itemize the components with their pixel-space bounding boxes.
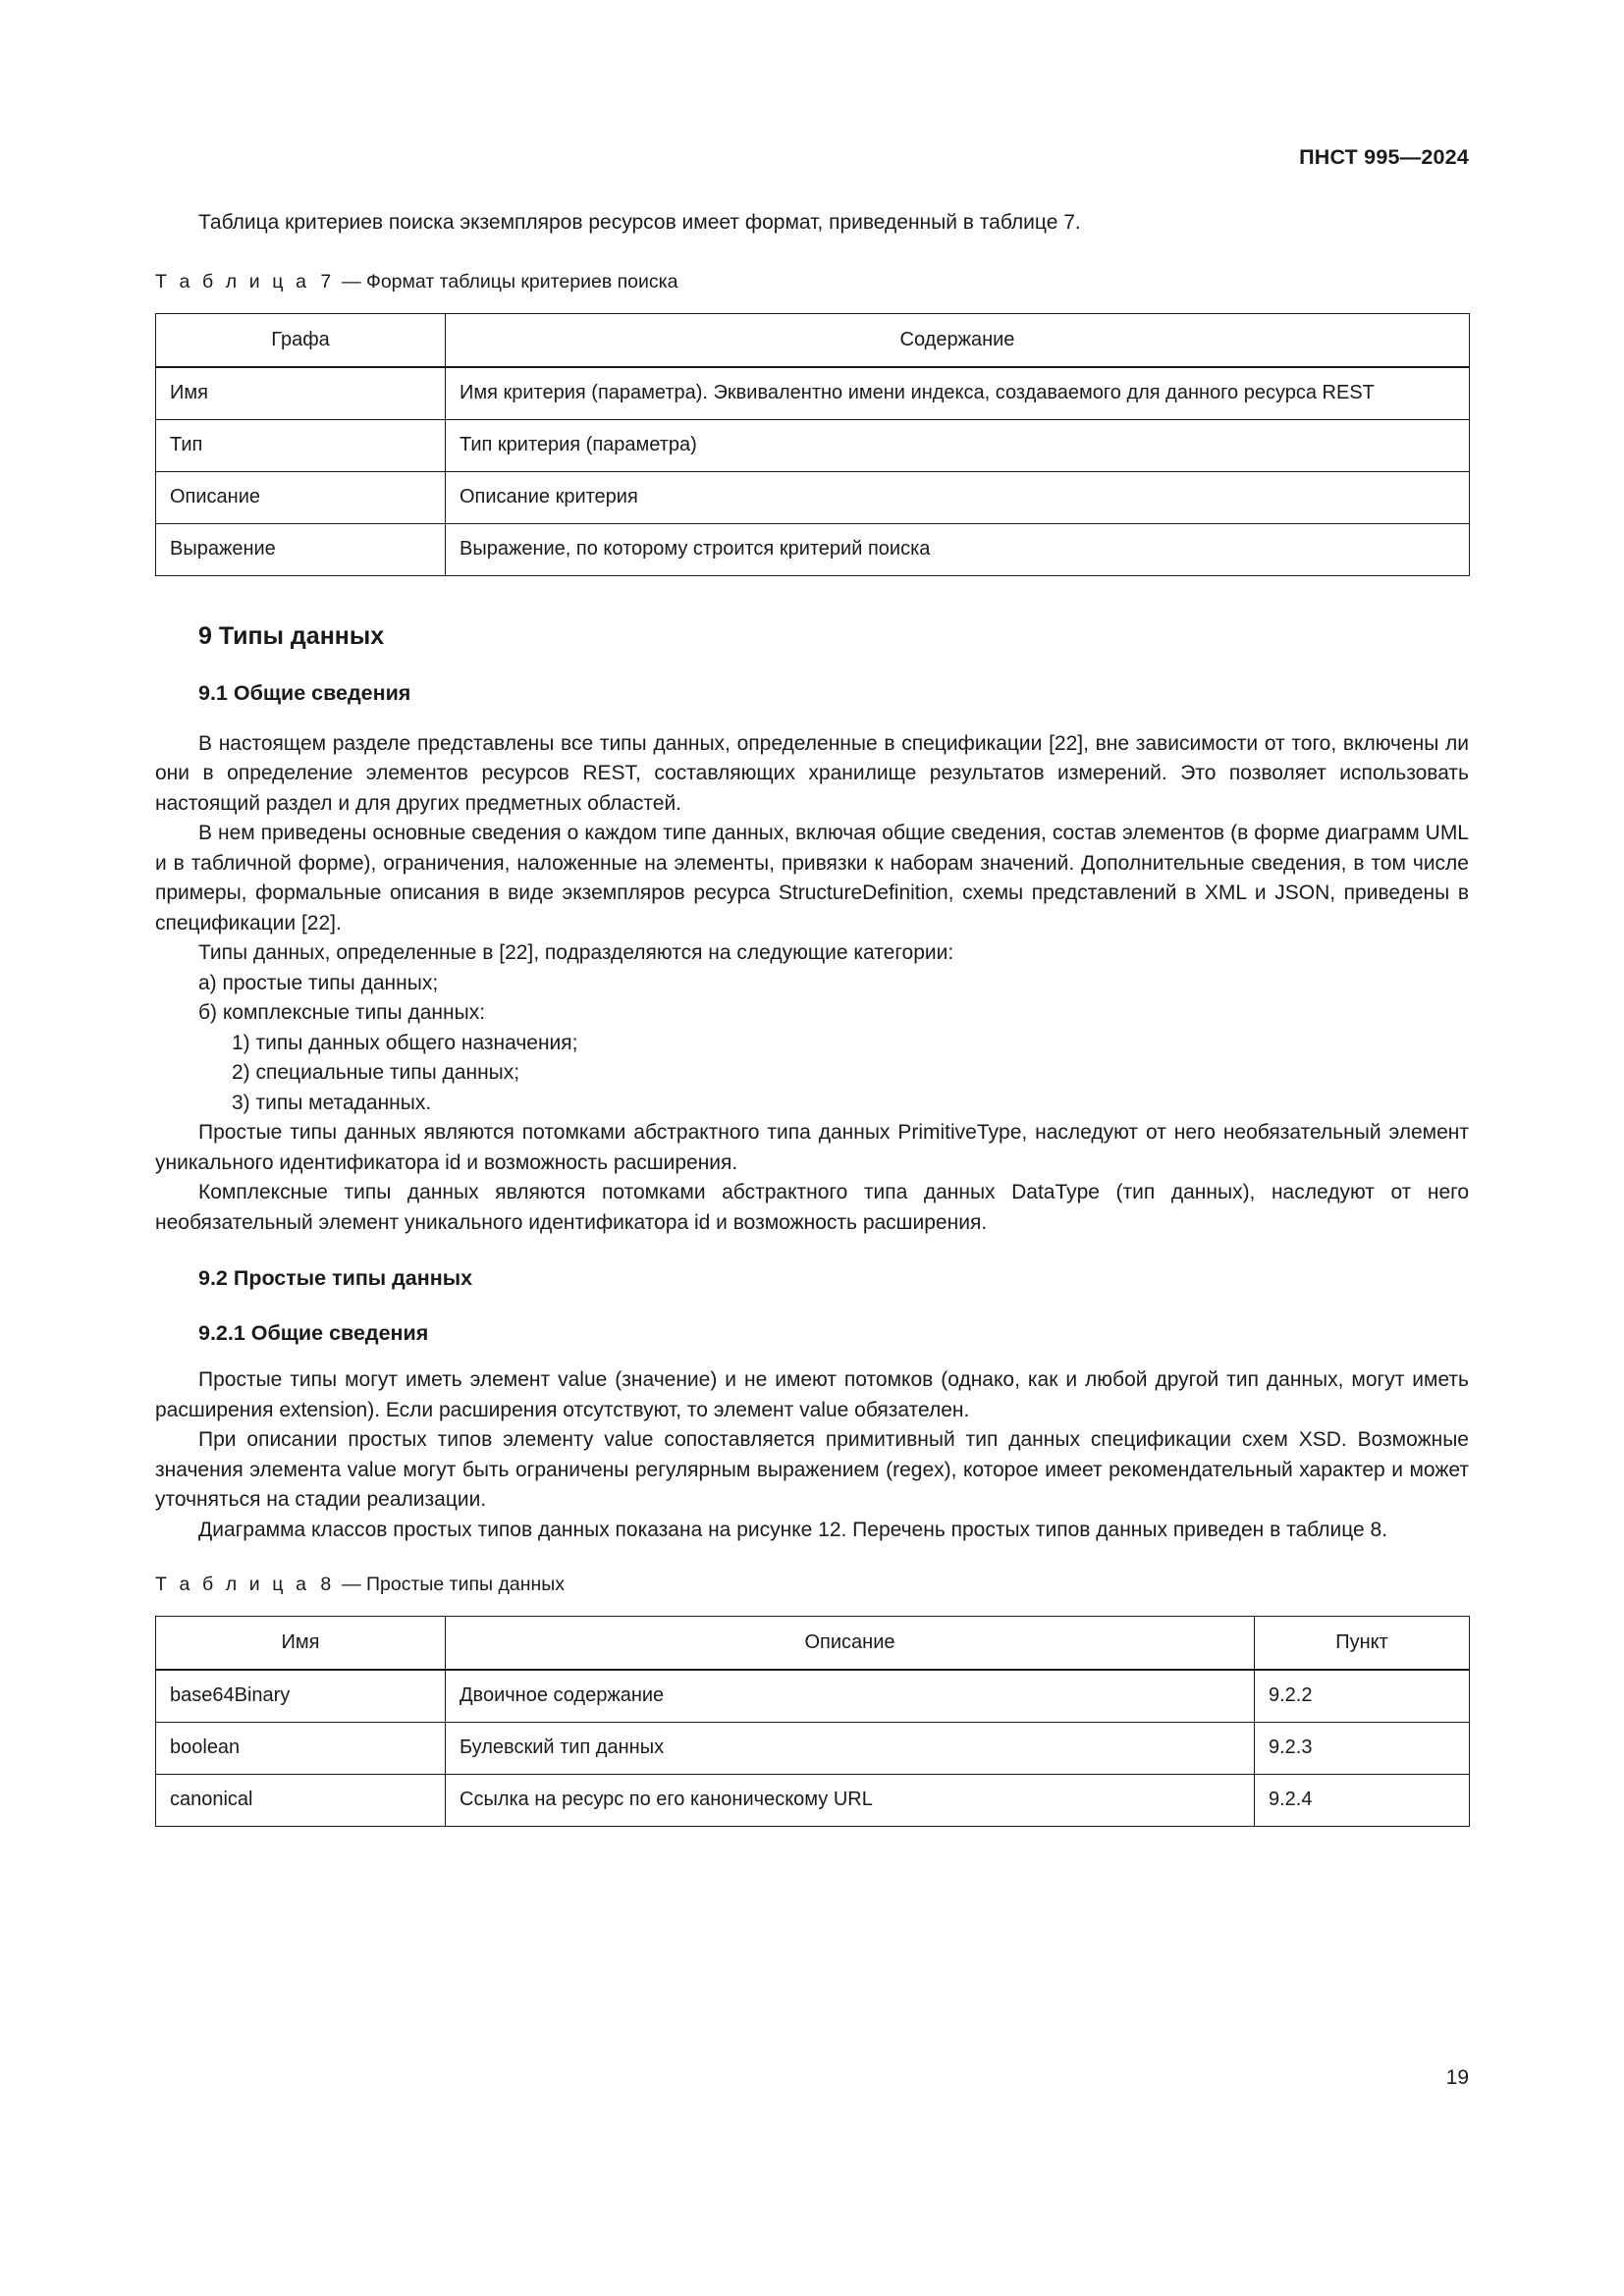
table7 <box>155 313 1470 576</box>
table7-cell-description: Описание <box>156 471 446 523</box>
section-heading-9-1: 9.1 Общие сведения <box>198 680 411 705</box>
table7-caption-word: Т а б л и ц а <box>155 270 310 293</box>
table8-cell-desc-canonical: Ссылка на ресурс по его каноническому URL <box>446 1775 1255 1827</box>
table7-cell-expression-desc: Выражение, по которому строится критерий поиска <box>446 523 1470 575</box>
page-number: 19 <box>1445 2066 1469 2089</box>
table8-cell-clause-boolean: 9.2.3 <box>1255 1723 1470 1775</box>
section-heading-9-2: 9.2 Простые типы данных <box>198 1266 473 1290</box>
table-row <box>156 1670 1470 1723</box>
table7-header-row <box>156 313 1470 367</box>
table-row <box>156 419 1470 471</box>
table8-cell-clause-canonical: 9.2.4 <box>1255 1775 1470 1827</box>
paragraph-9-2-1-2: При описании простых типов элементу value сопоставляется примитивный тип данных спецификации схем XSD. Возможные значения элемента value могут быть ограничены регулярным выражением (regex), которое имеет рекомендательный характер и может уточняться на стадии реализации. <box>155 1428 1469 1511</box>
table8-col-header-description: Описание <box>446 1617 1255 1671</box>
table8 <box>155 1616 1470 1827</box>
page-content <box>155 208 1469 1827</box>
table7-cell-description-desc: Описание критерия <box>446 471 1470 523</box>
list-item-a: а) простые типы данных; <box>198 971 439 994</box>
table7-cell-type: Тип <box>156 419 446 471</box>
table8-cell-name-boolean: boolean <box>156 1723 446 1775</box>
running-header-standard-id: ПНСТ 995—2024 <box>1299 145 1469 169</box>
intro-paragraph: Таблица критериев поиска экземпляров ресурсов имеет формат, приведенный в таблице 7. <box>198 211 1081 234</box>
table7-cell-type-desc: Тип критерия (параметра) <box>446 419 1470 471</box>
paragraph-9-1-4: Простые типы данных являются потомками абстрактного типа данных PrimitiveType, наследуют от него необязательный элемент уникального идентификатора id и возможность расширения. <box>155 1121 1469 1174</box>
table7-caption-title: — Формат таблицы критериев поиска <box>342 270 678 293</box>
paragraph-9-1-3: Типы данных, определенные в [22], подразделяются на следующие категории: <box>198 941 954 964</box>
table8-header-row <box>156 1617 1470 1671</box>
table8-col-header-clause: Пункт <box>1255 1617 1470 1671</box>
table7-cell-name: Имя <box>156 367 446 420</box>
table7-caption <box>155 268 1469 295</box>
table8-cell-clause-base64binary: 9.2.2 <box>1255 1670 1470 1723</box>
table-row <box>156 523 1470 575</box>
table7-cell-name-desc: Имя критерия (параметра). Эквивалентно имени индекса, создаваемого для данного ресурса REST <box>446 367 1470 420</box>
table8-cell-name-canonical: canonical <box>156 1775 446 1827</box>
table8-col-header-name: Имя <box>156 1617 446 1671</box>
table8-caption-title: — Простые типы данных <box>342 1574 566 1595</box>
table8-cell-desc-base64binary: Двоичное содержание <box>446 1670 1255 1723</box>
table-row <box>156 367 1470 420</box>
table7-col-header-soderzhanie: Содержание <box>446 313 1470 367</box>
paragraph-9-2-1-3: Диаграмма классов простых типов данных показана на рисунке 12. Перечень простых типов данных приведен в таблице 8. <box>198 1518 1388 1541</box>
section-heading-9-2-1: 9.2.1 Общие сведения <box>198 1321 429 1345</box>
table8-cell-desc-boolean: Булевский тип данных <box>446 1723 1255 1775</box>
list-item-b-2: 2) специальные типы данных; <box>232 1061 520 1084</box>
table-row <box>156 471 1470 523</box>
paragraph-9-2-1-1: Простые типы могут иметь элемент value (значение) и не имеют потомков (однако, как и любой другой тип данных, могут иметь расширения extension). Если расширения отсутствуют, то элемент value обязателен. <box>155 1368 1469 1421</box>
table8-caption-word: Т а б л и ц а <box>155 1574 310 1595</box>
paragraph-9-1-2: В нем приведены основные сведения о каждом типе данных, включая общие сведения, состав элементов (в форме диаграмм UML и в табличной форме), ограничения, наложенные на элементы, привязки к наборам значений. Дополнительные сведения, в том числе примеры, формальные описания в виде экземпляров ресурса StructureDefinition, схемы представлений в XML и JSON, приведены в спецификации [22]. <box>155 822 1469 934</box>
table7-col-header-grafa: Графа <box>156 313 446 367</box>
paragraph-9-1-5: Комплексные типы данных являются потомками абстрактного типа данных DataType (тип данных), наследуют от него необязательный элемент уникального идентификатора id и возможность расширения. <box>155 1181 1469 1234</box>
table-row <box>156 1775 1470 1827</box>
paragraph-9-1-1: В настоящем разделе представлены все типы данных, определенные в спецификации [22], вне зависимости от того, включены ли они в определение элементов ресурсов REST, составляющих хранилище результатов измерений. Это позволяет использовать настоящий раздел и для других предметных областей. <box>155 731 1469 815</box>
table-row <box>156 1723 1470 1775</box>
list-item-b-1: 1) типы данных общего назначения; <box>232 1031 578 1054</box>
table8-cell-name-base64binary: base64Binary <box>156 1670 446 1723</box>
table7-caption-number: 7 <box>320 270 332 293</box>
table8-caption <box>155 1571 1469 1598</box>
table7-cell-expression: Выражение <box>156 523 446 575</box>
section-heading-9: 9 Типы данных <box>198 621 385 650</box>
table8-caption-number: 8 <box>320 1574 332 1595</box>
list-item-b: б) комплексные типы данных: <box>198 1001 486 1024</box>
list-item-b-3: 3) типы метаданных. <box>232 1091 432 1114</box>
